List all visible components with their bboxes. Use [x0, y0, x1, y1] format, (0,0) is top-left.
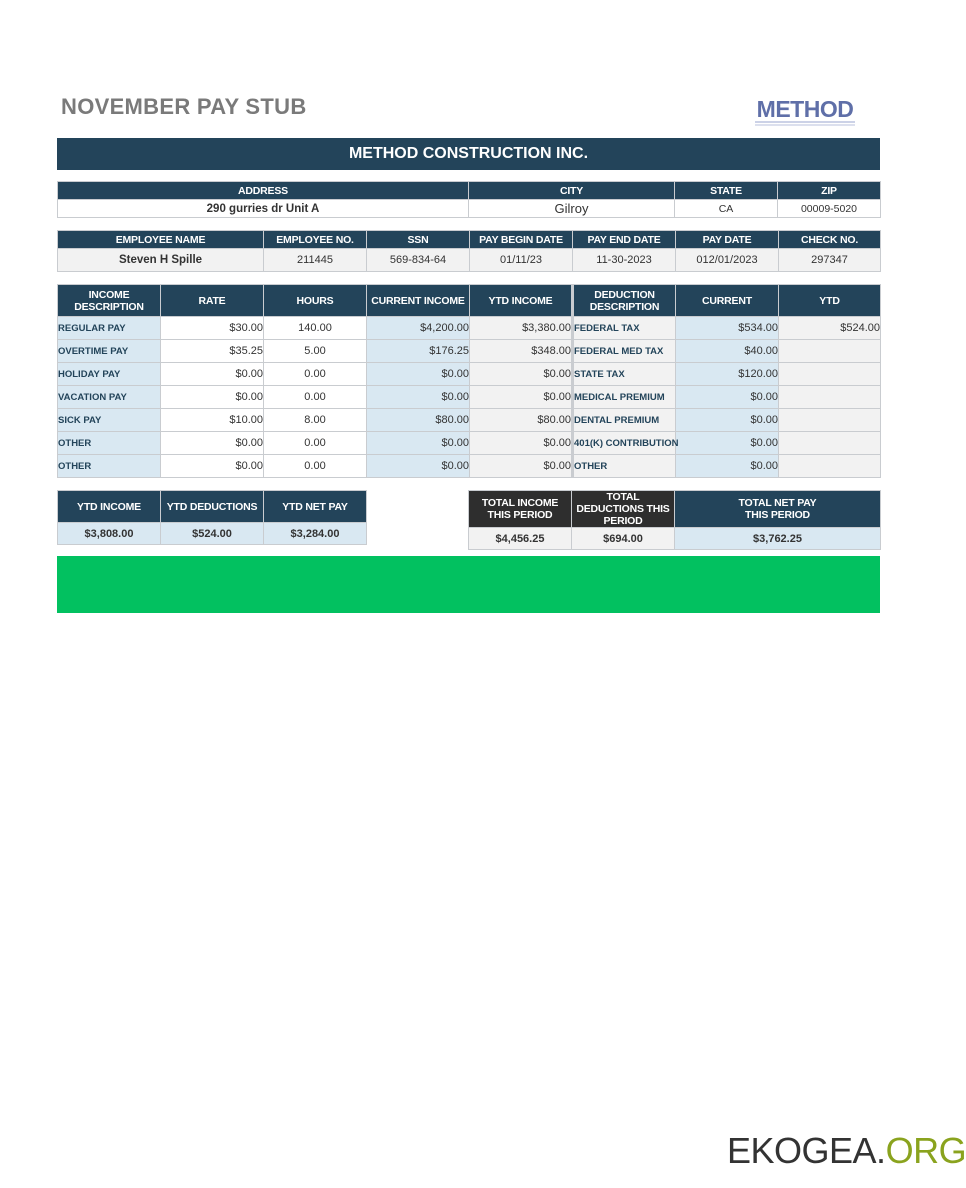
pay-begin-date-header: PAY BEGIN DATE — [470, 231, 573, 249]
ytd-income-cell: $80.00 — [470, 409, 573, 432]
check-no-header: CHECK NO. — [779, 231, 881, 249]
ytd-income-summary-header: YTD INCOME — [58, 491, 161, 523]
table-row — [58, 409, 881, 432]
svg-text:METHOD: METHOD — [756, 96, 854, 122]
rate-cell: $0.00 — [161, 432, 264, 455]
deduction-current-cell: $120.00 — [676, 363, 779, 386]
deduction-description-header: DEDUCTION DESCRIPTION — [573, 285, 676, 317]
check-no-value: 297347 — [779, 249, 881, 272]
deduction-ytd-cell: $524.00 — [779, 317, 881, 340]
ytd-income-cell: $0.00 — [470, 386, 573, 409]
income-description-cell: OVERTIME PAY — [58, 340, 161, 363]
deduction-ytd-header: YTD — [779, 285, 881, 317]
watermark-suffix: ORG — [885, 1130, 966, 1171]
deduction-current-cell: $0.00 — [676, 455, 779, 478]
zip-value: 00009-5020 — [778, 200, 881, 218]
company-logo — [752, 96, 858, 130]
hours-cell: 0.00 — [264, 363, 367, 386]
watermark — [727, 1130, 966, 1172]
total-net-pay-period-header: TOTAL NET PAY THIS PERIOD — [675, 491, 881, 528]
state-value: CA — [675, 200, 778, 218]
ytd-summary-table — [57, 490, 367, 545]
income-description-cell: OTHER — [58, 455, 161, 478]
deduction-description-cell: FEDERAL TAX — [573, 317, 676, 340]
income-description-cell: REGULAR PAY — [58, 317, 161, 340]
deduction-ytd-cell — [779, 432, 881, 455]
hours-cell: 140.00 — [264, 317, 367, 340]
ytd-income-header: YTD INCOME — [470, 285, 573, 317]
current-income-cell: $176.25 — [367, 340, 470, 363]
city-value: Gilroy — [469, 200, 675, 218]
deduction-ytd-cell — [779, 409, 881, 432]
address-table — [57, 181, 881, 218]
income-description-cell: SICK PAY — [58, 409, 161, 432]
current-income-cell: $0.00 — [367, 432, 470, 455]
ssn-value: 569-834-64 — [367, 249, 470, 272]
address-header: ADDRESS — [58, 182, 469, 200]
ytd-income-cell: $0.00 — [470, 432, 573, 455]
employee-name-header: EMPLOYEE NAME — [58, 231, 264, 249]
rate-cell: $0.00 — [161, 386, 264, 409]
deduction-current-cell: $0.00 — [676, 409, 779, 432]
ytd-income-cell: $3,380.00 — [470, 317, 573, 340]
rate-cell: $30.00 — [161, 317, 264, 340]
hours-cell: 0.00 — [264, 455, 367, 478]
total-net-pay-period-value: $3,762.25 — [675, 528, 881, 550]
deduction-current-cell: $0.00 — [676, 432, 779, 455]
pay-end-date-value: 11-30-2023 — [573, 249, 676, 272]
earnings-deductions-table — [57, 284, 881, 478]
deduction-ytd-cell — [779, 386, 881, 409]
address-value: 290 gurries dr Unit A — [58, 200, 469, 218]
city-header: CITY — [469, 182, 675, 200]
period-summary-table — [468, 490, 881, 550]
employee-name-value: Steven H Spille — [58, 249, 264, 272]
pay-end-date-header: PAY END DATE — [573, 231, 676, 249]
deduction-ytd-cell — [779, 455, 881, 478]
employee-table — [57, 230, 881, 272]
green-banner — [57, 556, 880, 613]
income-description-cell: HOLIDAY PAY — [58, 363, 161, 386]
current-income-cell: $80.00 — [367, 409, 470, 432]
deduction-current-cell: $0.00 — [676, 386, 779, 409]
employee-no-value: 211445 — [264, 249, 367, 272]
ytd-deductions-summary-value: $524.00 — [161, 523, 264, 545]
ytd-income-cell: $0.00 — [470, 363, 573, 386]
page-title: NOVEMBER PAY STUB — [61, 94, 307, 119]
current-income-cell: $0.00 — [367, 386, 470, 409]
table-row — [58, 455, 881, 478]
pay-begin-date-value: 01/11/23 — [470, 249, 573, 272]
deduction-current-header: CURRENT — [676, 285, 779, 317]
total-income-period-header: TOTAL INCOME THIS PERIOD — [469, 491, 572, 528]
current-income-header: CURRENT INCOME — [367, 285, 470, 317]
zip-header: ZIP — [778, 182, 881, 200]
table-row — [58, 317, 881, 340]
rate-cell: $35.25 — [161, 340, 264, 363]
current-income-cell: $4,200.00 — [367, 317, 470, 340]
deduction-description-cell: 401(K) CONTRIBUTION — [573, 432, 676, 455]
rate-cell: $10.00 — [161, 409, 264, 432]
deduction-description-cell: STATE TAX — [573, 363, 676, 386]
rate-cell: $0.00 — [161, 363, 264, 386]
ytd-income-summary-value: $3,808.00 — [58, 523, 161, 545]
ytd-net-pay-summary-value: $3,284.00 — [264, 523, 367, 545]
ytd-net-pay-summary-header: YTD NET PAY — [264, 491, 367, 523]
table-row — [58, 340, 881, 363]
deduction-ytd-cell — [779, 363, 881, 386]
ytd-income-cell: $348.00 — [470, 340, 573, 363]
company-name-bar: METHOD CONSTRUCTION INC. — [57, 138, 880, 170]
deduction-description-cell: MEDICAL PREMIUM — [573, 386, 676, 409]
hours-header: HOURS — [264, 285, 367, 317]
deduction-current-cell: $40.00 — [676, 340, 779, 363]
ytd-deductions-summary-header: YTD DEDUCTIONS — [161, 491, 264, 523]
income-description-cell: OTHER — [58, 432, 161, 455]
pay-date-value: 012/01/2023 — [676, 249, 779, 272]
rate-cell: $0.00 — [161, 455, 264, 478]
deduction-current-cell: $534.00 — [676, 317, 779, 340]
income-description-cell: VACATION PAY — [58, 386, 161, 409]
deduction-description-cell: OTHER — [573, 455, 676, 478]
pay-date-header: PAY DATE — [676, 231, 779, 249]
total-income-period-value: $4,456.25 — [469, 528, 572, 550]
ytd-income-cell: $0.00 — [470, 455, 573, 478]
employee-no-header: EMPLOYEE NO. — [264, 231, 367, 249]
hours-cell: 5.00 — [264, 340, 367, 363]
current-income-cell: $0.00 — [367, 363, 470, 386]
deduction-description-cell: FEDERAL MED TAX — [573, 340, 676, 363]
table-row — [58, 386, 881, 409]
current-income-cell: $0.00 — [367, 455, 470, 478]
hours-cell: 0.00 — [264, 386, 367, 409]
income-description-header: INCOME DESCRIPTION — [58, 285, 161, 317]
ssn-header: SSN — [367, 231, 470, 249]
hours-cell: 0.00 — [264, 432, 367, 455]
deduction-ytd-cell — [779, 340, 881, 363]
state-header: STATE — [675, 182, 778, 200]
total-deductions-period-header: TOTAL DEDUCTIONS THIS PERIOD — [572, 491, 675, 528]
table-row — [58, 432, 881, 455]
deduction-description-cell: DENTAL PREMIUM — [573, 409, 676, 432]
rate-header: RATE — [161, 285, 264, 317]
hours-cell: 8.00 — [264, 409, 367, 432]
total-deductions-period-value: $694.00 — [572, 528, 675, 550]
watermark-main: EKOGEA. — [727, 1130, 886, 1171]
table-row — [58, 363, 881, 386]
